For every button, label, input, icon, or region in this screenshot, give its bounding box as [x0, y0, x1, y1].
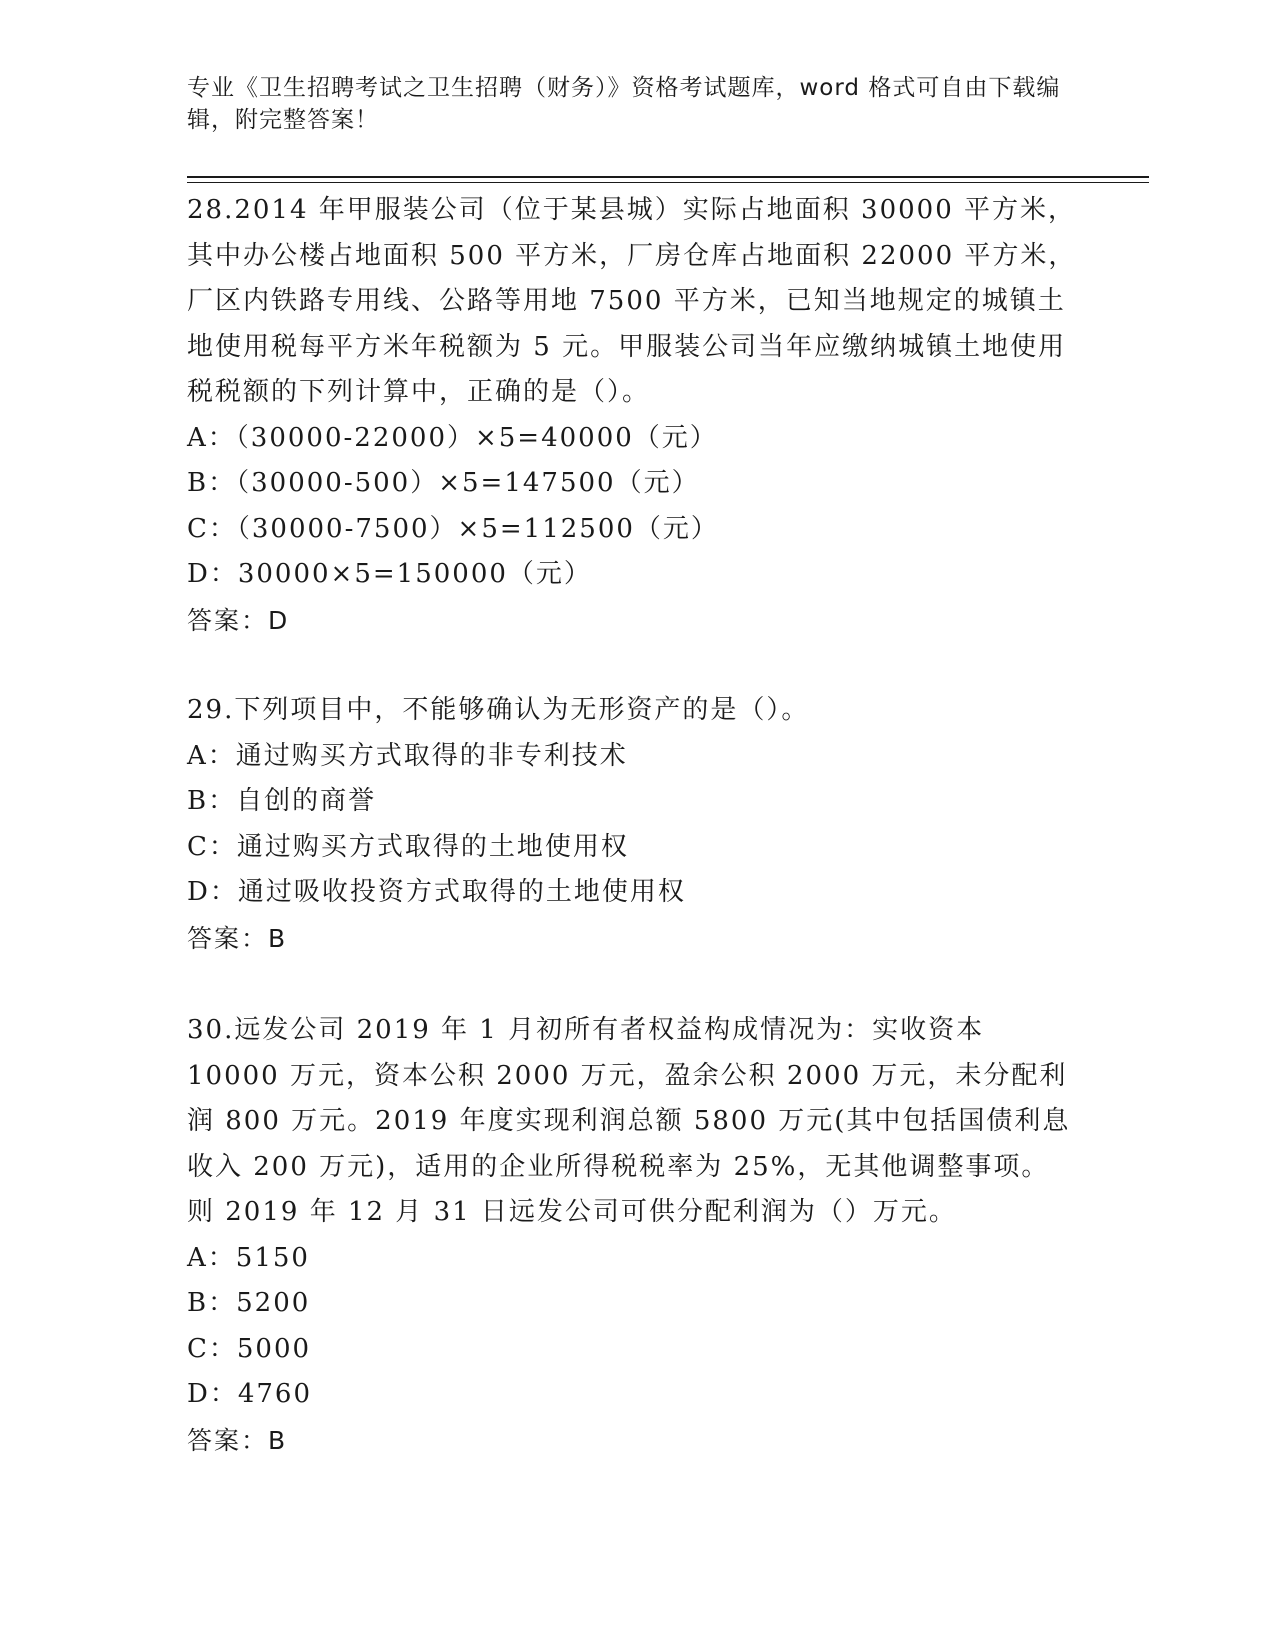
option-a: A：（30000-22000）×5=40000（元）	[187, 422, 718, 453]
question-stem: 29.下列项目中，不能够确认为无形资产的是（）。	[187, 695, 810, 725]
answer-line: 答案：B	[187, 1425, 288, 1455]
answer-line: 答案：B	[187, 923, 288, 953]
option-d: D：通过吸收投资方式取得的土地使用权	[187, 877, 686, 907]
question-stem: 30.远发公司 2019 年 1 月初所有者权益构成情况为：实收资本 10000 万元，资本公积 2000 万元，盈余公积 2000 万元，未分配利润 800 万元。2019 年度实现利润总额 5800 万元(其中包括国债利息收入 200 万元)，适用的企业所得税税率为 25%，无其他调整事项。则 2019 年 12 月 31 日远发公司可供分配利润为（）万元。	[187, 1015, 1071, 1227]
answer-line: 答案：D	[187, 605, 290, 635]
question-29	[187, 688, 1077, 961]
document-header: 专业《卫生招聘考试之卫生招聘（财务）》资格考试题库，word 格式可自由下载编辑，附完整答案！	[187, 75, 1061, 133]
option-a: A：5150	[187, 1242, 310, 1273]
question-28	[187, 188, 1077, 643]
option-b: B：5200	[187, 1288, 311, 1318]
option-b: B：（30000-500）×5=147500（元）	[187, 468, 700, 498]
question-30	[187, 1008, 1077, 1463]
option-a: A：通过购买方式取得的非专利技术	[187, 740, 628, 771]
option-c: C：通过购买方式取得的土地使用权	[187, 831, 629, 862]
option-d: D：4760	[187, 1379, 313, 1409]
option-d: D：30000×5=150000（元）	[187, 559, 592, 589]
option-c: C：（30000-7500）×5=112500（元）	[187, 513, 719, 544]
header-divider-thin	[187, 182, 1149, 183]
question-stem: 28.2014 年甲服装公司（位于某县城）实际占地面积 30000 平方米，其中办公楼占地面积 500 平方米，厂房仓库占地面积 22000 平方米，厂区内铁路专用线、公路等用地 7500 平方米，已知当地规定的城镇土地使用税每平方米年税额为 5 元。甲服装公司当年应缴纳城镇土地使用税税额的下列计算中，正确的是（）。	[187, 195, 1077, 407]
header-divider-thick	[187, 176, 1149, 178]
option-c: C：5000	[187, 1333, 312, 1364]
option-b: B：自创的商誉	[187, 786, 377, 816]
